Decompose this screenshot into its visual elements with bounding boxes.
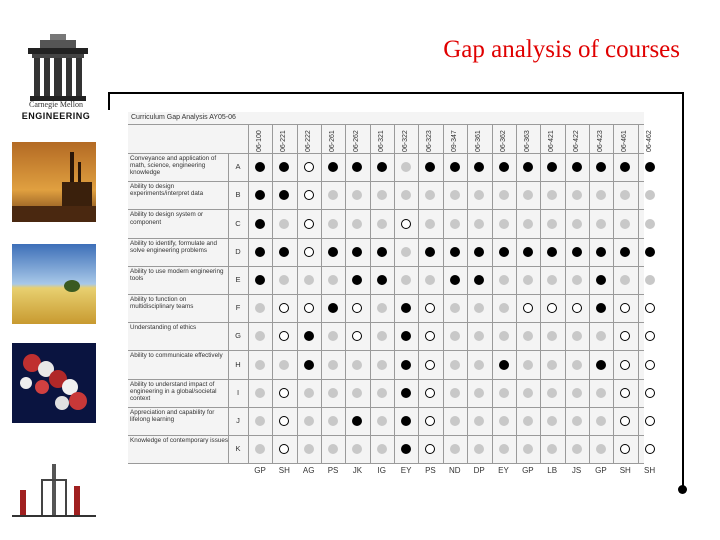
outcome-letter: E: [235, 274, 241, 284]
instructor-initials: GP: [522, 466, 534, 475]
coverage-dot-full: [401, 360, 411, 370]
course-header: 06-262: [353, 130, 361, 152]
coverage-dot-part: [523, 360, 533, 370]
coverage-dot-part: [304, 275, 314, 285]
coverage-dot-none: [620, 388, 630, 398]
coverage-dot-part: [523, 416, 533, 426]
coverage-dot-full: [255, 275, 265, 285]
coverage-dot-part: [377, 444, 387, 454]
coverage-dot-full: [645, 162, 655, 172]
instructor-initials: GP: [595, 466, 607, 475]
coverage-dot-part: [572, 219, 582, 229]
coverage-dot-part: [499, 275, 509, 285]
grid-row-line: [128, 350, 644, 351]
coverage-dot-part: [596, 416, 606, 426]
coverage-dot-part: [572, 331, 582, 341]
instructor-initials: SH: [278, 466, 290, 475]
grid-label-divider: [228, 153, 229, 463]
grid-col-line: [492, 124, 493, 463]
coverage-dot-part: [255, 388, 265, 398]
coverage-dot-part: [401, 247, 411, 257]
instructor-initials: PS: [327, 466, 339, 475]
coverage-dot-full: [645, 247, 655, 257]
coverage-dot-part: [450, 360, 460, 370]
coverage-dot-part: [474, 388, 484, 398]
coverage-dot-full: [620, 247, 630, 257]
coverage-dot-part: [572, 190, 582, 200]
coverage-dot-full: [523, 247, 533, 257]
grid-col-line: [370, 124, 371, 463]
frame-top-line: [108, 92, 684, 94]
coverage-dot-part: [474, 416, 484, 426]
coverage-dot-full: [474, 275, 484, 285]
coverage-dot-part: [255, 360, 265, 370]
course-header: 09-347: [450, 130, 458, 152]
grid-row-line: [128, 379, 644, 380]
coverage-dot-full: [255, 219, 265, 229]
course-header: 06-100: [256, 130, 263, 152]
course-header: 06-423: [596, 130, 604, 152]
course-header: 06-462: [645, 130, 653, 152]
grid-col-line: [540, 124, 541, 463]
outcome-label: Ability to use modern engineering tools: [130, 267, 224, 282]
coverage-dot-part: [645, 275, 655, 285]
coverage-dot-part: [499, 190, 509, 200]
grid-col-line: [443, 124, 444, 463]
coverage-dot-none: [304, 219, 314, 229]
coverage-dot-part: [425, 219, 435, 229]
instructor-initials: ND: [449, 466, 461, 475]
frame-left-line: [108, 92, 110, 110]
coverage-dot-part: [474, 360, 484, 370]
coverage-dot-part: [377, 190, 387, 200]
grid-col-line: [272, 124, 273, 463]
grid-col-line: [394, 124, 395, 463]
coverage-dot-full: [547, 247, 557, 257]
coverage-dot-full: [499, 360, 509, 370]
coverage-dot-full: [450, 247, 460, 257]
coverage-dot-none: [304, 162, 314, 172]
logo-line2: ENGINEERING: [21, 111, 91, 121]
coverage-dot-part: [499, 388, 509, 398]
grid-col-line: [638, 124, 639, 463]
coverage-dot-none: [523, 303, 533, 313]
coverage-dot-full: [255, 247, 265, 257]
table-title: Curriculum Gap Analysis AY05-06: [131, 114, 236, 121]
coverage-dot-part: [352, 360, 362, 370]
instructor-initials: SH: [644, 466, 656, 475]
coverage-dot-part: [572, 388, 582, 398]
coverage-dot-part: [377, 219, 387, 229]
course-header: 06-363: [523, 130, 531, 152]
course-header: 06-461: [621, 130, 629, 152]
coverage-dot-part: [596, 219, 606, 229]
grid-header-line: [128, 124, 644, 125]
outcome-label: Ability to design experiments/interpret data: [130, 183, 204, 198]
coverage-dot-none: [304, 190, 314, 200]
instructor-initials: EY: [400, 466, 412, 475]
coverage-dot-none: [645, 388, 655, 398]
coverage-dot-full: [596, 247, 606, 257]
outcome-label: Conveyance and application of math, science, engineering knowledge: [130, 155, 217, 177]
coverage-dot-full: [328, 247, 338, 257]
coverage-dot-part: [596, 388, 606, 398]
coverage-dot-full: [401, 388, 411, 398]
coverage-dot-part: [572, 444, 582, 454]
outcome-label: Ability to design system or component: [130, 211, 204, 226]
grid-row-line: [128, 463, 644, 464]
coverage-dot-part: [401, 275, 411, 285]
course-header: 06-362: [499, 130, 507, 152]
outcome-letter: J: [236, 415, 240, 425]
grid-col-line: [565, 124, 566, 463]
coverage-dot-none: [401, 219, 411, 229]
slide-title: Gap analysis of courses: [443, 36, 680, 63]
coverage-dot-part: [352, 219, 362, 229]
outcome-label: Ability to identify, formulate and solve engineering problems: [130, 239, 218, 254]
grid-top-line: [128, 153, 644, 154]
coverage-dot-part: [547, 219, 557, 229]
coverage-dot-full: [377, 247, 387, 257]
outcome-letter: H: [235, 359, 241, 369]
outcome-letter: B: [235, 190, 241, 200]
course-header: 06-323: [426, 130, 434, 152]
instructor-initials: GP: [254, 466, 266, 475]
course-header: 06-261: [329, 130, 337, 152]
outcome-letter: C: [235, 218, 241, 228]
instructor-initials: PS: [425, 466, 436, 475]
logo-line1: Carnegie Mellon: [29, 100, 83, 109]
coverage-dot-none: [645, 444, 655, 454]
outcome-letter: F: [235, 303, 241, 313]
coverage-dot-part: [377, 388, 387, 398]
frame-end-dot: [678, 485, 687, 494]
coverage-dot-part: [377, 360, 387, 370]
coverage-dot-part: [523, 219, 533, 229]
coverage-dot-part: [450, 416, 460, 426]
coverage-dot-full: [474, 247, 484, 257]
coverage-dot-none: [645, 360, 655, 370]
grid-row-line: [128, 322, 644, 323]
coverage-dot-none: [304, 303, 314, 313]
coverage-dot-full: [596, 303, 606, 313]
outcome-letter: K: [235, 444, 241, 454]
grid-col-line: [321, 124, 322, 463]
course-header: 06-361: [475, 130, 483, 152]
coverage-dot-part: [450, 303, 460, 313]
coverage-dot-part: [450, 444, 460, 454]
grid-col-line: [516, 124, 517, 463]
outcome-label: Ability to function on multidisciplinary teams: [130, 296, 194, 311]
coverage-dot-part: [328, 388, 338, 398]
outcome-letter: I: [236, 387, 240, 397]
coverage-dot-part: [377, 331, 387, 341]
coverage-dot-part: [620, 219, 630, 229]
coverage-dot-none: [279, 388, 289, 398]
coverage-dot-full: [377, 275, 387, 285]
coverage-dot-full: [572, 247, 582, 257]
outcome-letter: D: [235, 246, 241, 256]
coverage-dot-full: [401, 416, 411, 426]
plant-structure-drawing: [12, 460, 96, 520]
coverage-dot-none: [620, 360, 630, 370]
coverage-dot-part: [645, 190, 655, 200]
coverage-dot-full: [596, 360, 606, 370]
coverage-dot-full: [279, 247, 289, 257]
coverage-dot-part: [499, 303, 509, 313]
outcome-label: Ability to communicate effectively: [130, 352, 223, 360]
coverage-dot-part: [304, 388, 314, 398]
coverage-dot-part: [572, 275, 582, 285]
outcome-label: Ability to understand impact of engineering in a global/societal context: [130, 380, 217, 402]
coverage-dot-part: [645, 219, 655, 229]
outcome-label: Understanding of ethics: [130, 324, 197, 332]
coverage-dot-part: [328, 360, 338, 370]
coverage-dot-part: [377, 303, 387, 313]
coverage-dot-part: [255, 416, 265, 426]
molecule-model-photo: [12, 343, 96, 423]
instructor-initials: JS: [571, 466, 582, 475]
coverage-dot-part: [523, 388, 533, 398]
coverage-dot-none: [645, 331, 655, 341]
grid-col-line: [345, 124, 346, 463]
coverage-dot-part: [279, 219, 289, 229]
grid-col-line: [589, 124, 590, 463]
coverage-dot-full: [377, 162, 387, 172]
coverage-dot-full: [572, 162, 582, 172]
coverage-dot-part: [572, 416, 582, 426]
coverage-dot-full: [596, 275, 606, 285]
coverage-dot-full: [450, 162, 460, 172]
grid-row-line: [128, 209, 644, 210]
instructor-initials: LB: [547, 466, 558, 475]
coverage-dot-none: [645, 303, 655, 313]
outcome-letter: A: [235, 162, 241, 172]
coverage-dot-part: [304, 444, 314, 454]
instructor-initials: JK: [352, 466, 363, 475]
grid-col-line: [467, 124, 468, 463]
instructor-initials: IG: [377, 466, 386, 475]
coverage-dot-part: [279, 360, 289, 370]
coverage-dot-full: [304, 360, 314, 370]
coverage-dot-full: [596, 162, 606, 172]
grid-row-line: [128, 435, 644, 436]
coverage-dot-part: [304, 416, 314, 426]
coverage-dot-part: [474, 219, 484, 229]
coverage-dot-full: [304, 331, 314, 341]
grid-col-line: [297, 124, 298, 463]
instructor-initials: AG: [302, 466, 315, 475]
grid-row-line: [128, 407, 644, 408]
frame-right-line: [682, 92, 684, 488]
instructor-initials: EY: [498, 466, 509, 475]
refinery-sunset-photo: [12, 142, 96, 222]
grid-row-line: [128, 294, 644, 295]
coverage-dot-part: [450, 219, 460, 229]
coverage-dot-part: [328, 416, 338, 426]
course-header: 06-322: [402, 130, 410, 152]
coverage-dot-part: [523, 444, 533, 454]
coverage-dot-part: [499, 416, 509, 426]
outcome-letter: G: [235, 331, 241, 341]
grid-col-line: [613, 124, 614, 463]
grid-col-line: [418, 124, 419, 463]
coverage-dot-part: [499, 331, 509, 341]
course-header: 06-421: [548, 130, 556, 152]
coverage-dot-none: [304, 247, 314, 257]
grid-row-line: [128, 181, 644, 182]
grid-row-line: [128, 266, 644, 267]
course-header: 06-422: [572, 130, 580, 152]
farm-field-photo: [12, 244, 96, 324]
coverage-dot-full: [523, 162, 533, 172]
coverage-dot-full: [499, 247, 509, 257]
coverage-dot-part: [572, 360, 582, 370]
coverage-dot-part: [523, 275, 533, 285]
coverage-dot-none: [645, 416, 655, 426]
coverage-dot-part: [499, 444, 509, 454]
coverage-dot-part: [499, 219, 509, 229]
course-header: 06-221: [280, 130, 288, 152]
instructor-initials: SH: [619, 466, 631, 475]
outcome-label: Knowledge of contemporary issues: [130, 437, 228, 444]
coverage-dot-none: [572, 303, 582, 313]
coverage-dot-part: [450, 388, 460, 398]
coverage-dot-part: [328, 275, 338, 285]
coverage-dot-full: [450, 275, 460, 285]
coverage-dot-part: [547, 388, 557, 398]
instructor-initials: DP: [473, 466, 485, 475]
course-header: 06-222: [304, 130, 312, 152]
coverage-dot-part: [377, 416, 387, 426]
outcome-label: Appreciation and capability for lifelong learning: [130, 408, 215, 423]
coverage-dot-full: [499, 162, 509, 172]
coverage-dot-part: [596, 444, 606, 454]
coverage-dot-part: [547, 360, 557, 370]
coverage-dot-part: [328, 219, 338, 229]
coverage-dot-none: [425, 360, 435, 370]
grid-row-line: [128, 238, 644, 239]
course-header: 06-321: [377, 130, 385, 152]
